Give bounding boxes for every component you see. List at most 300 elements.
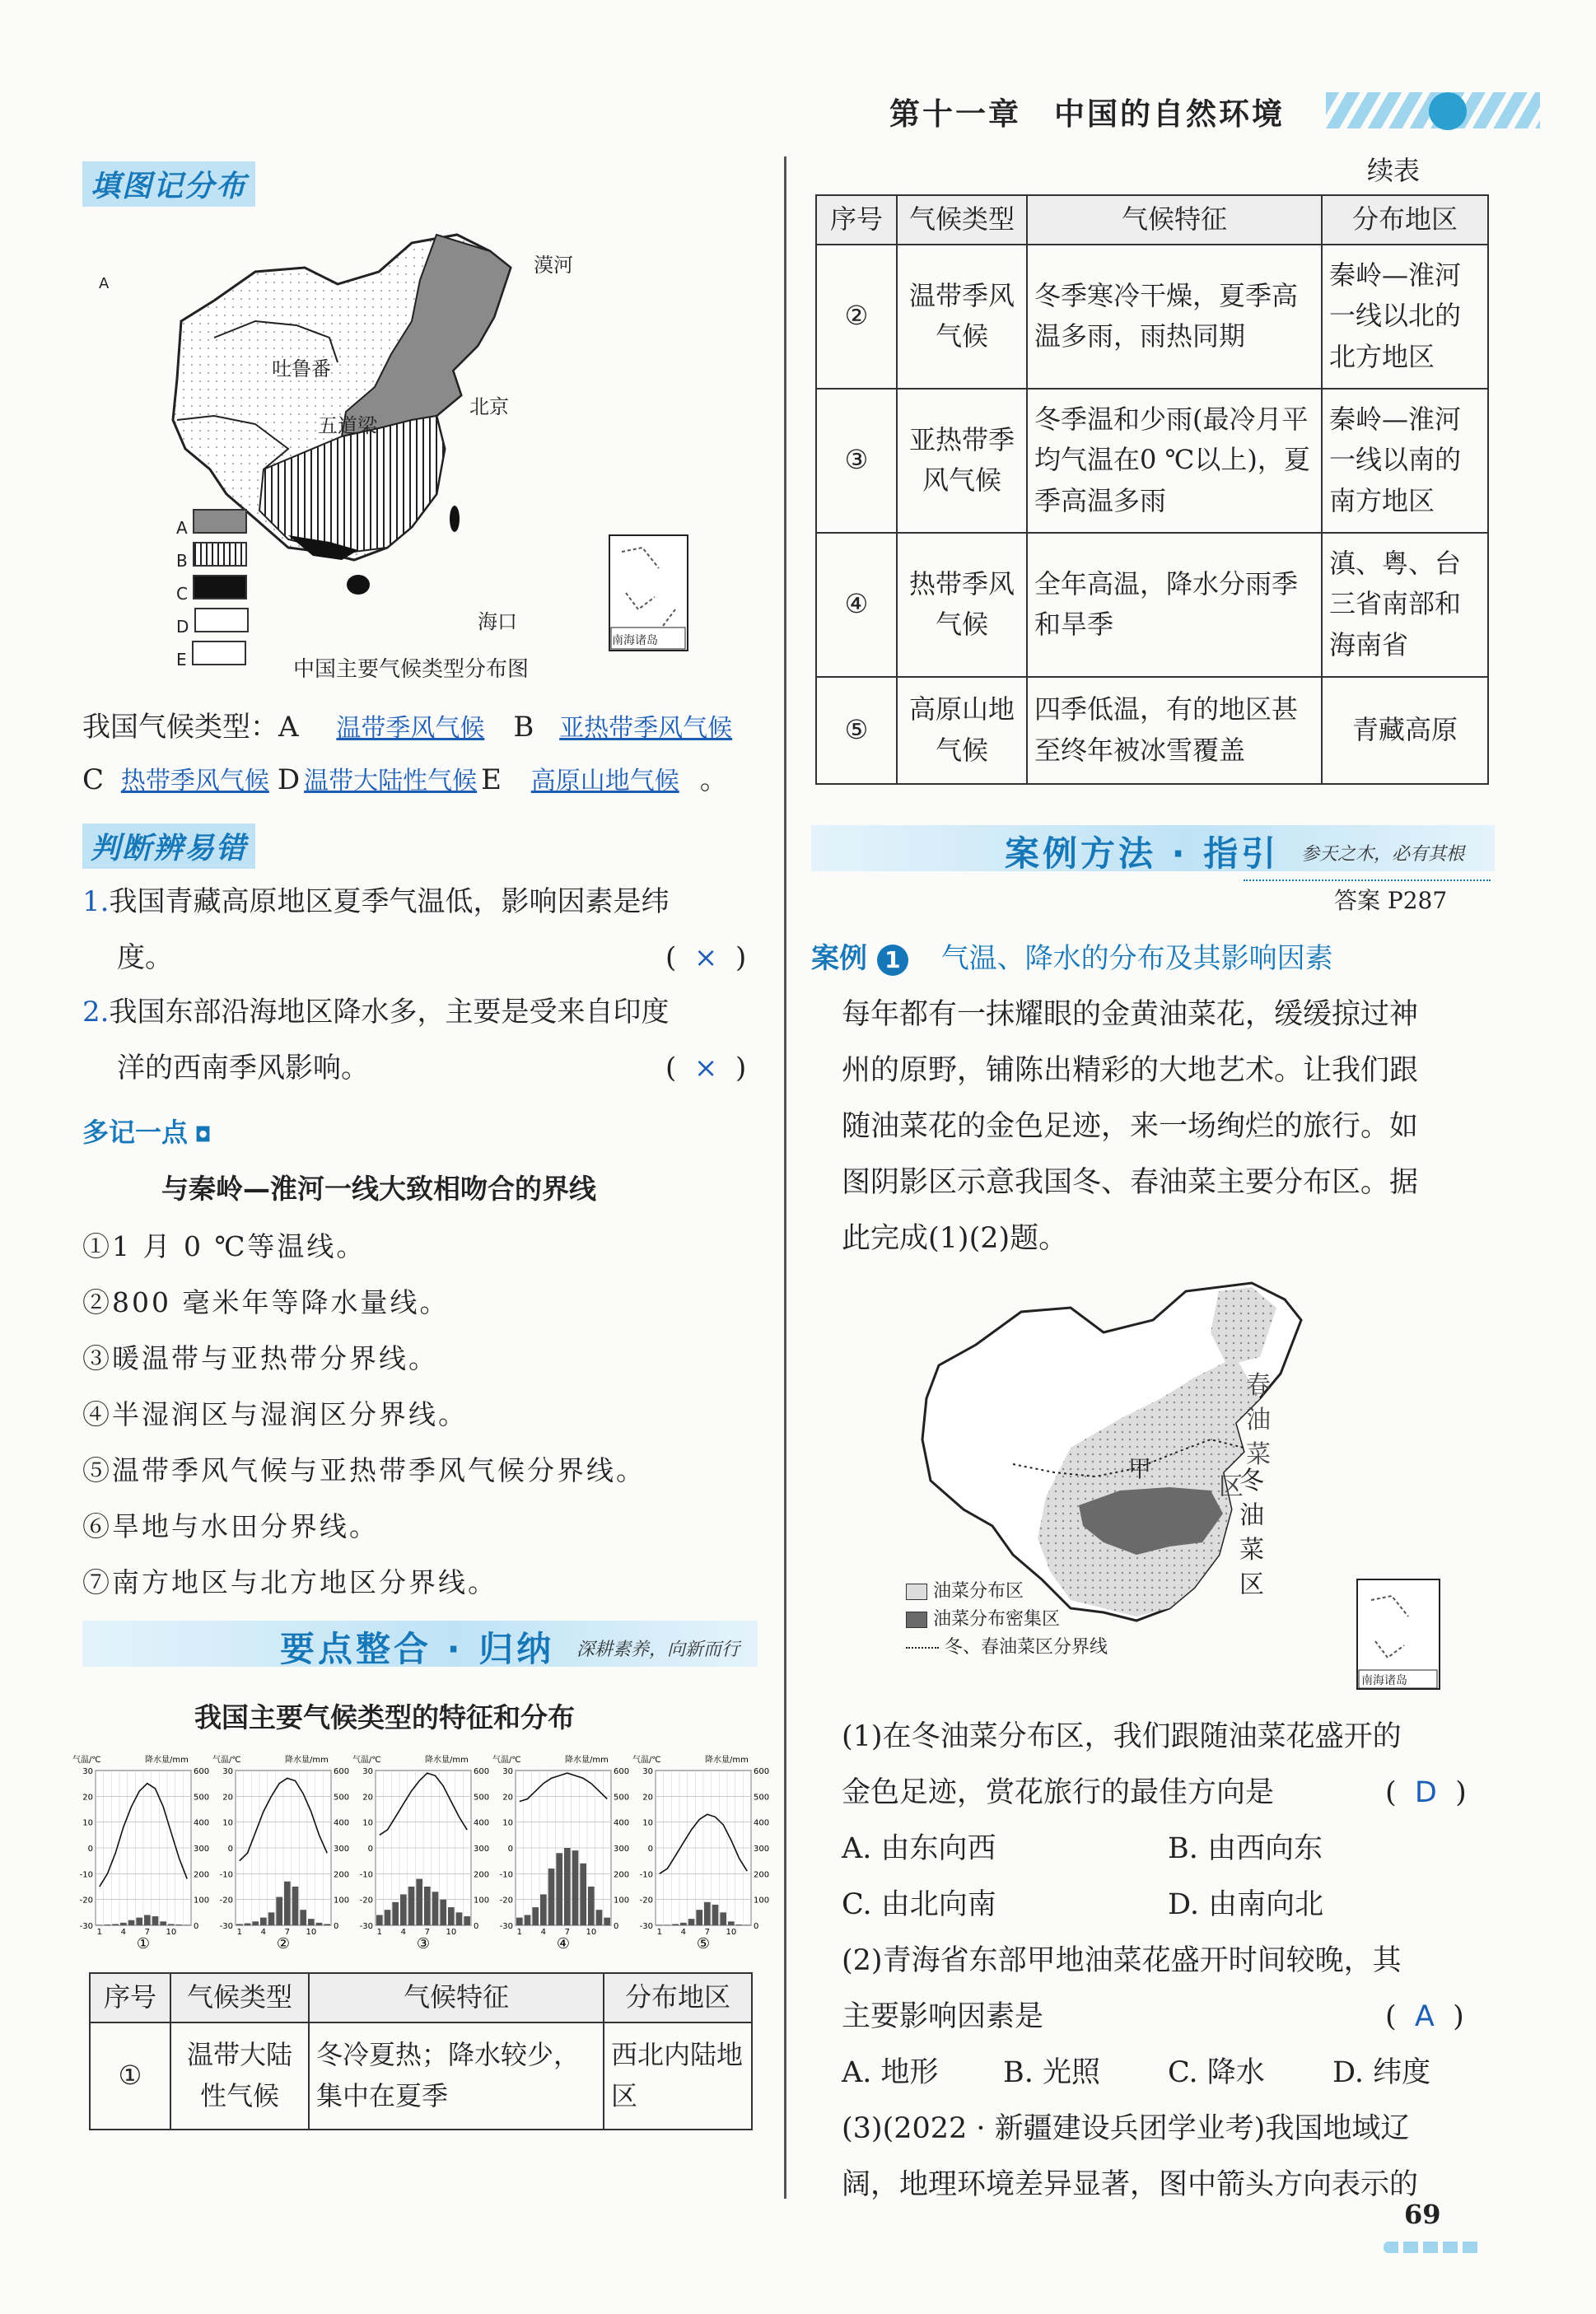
map2-nanhai: 南海诸岛 bbox=[1361, 1674, 1407, 1687]
precip-tick: 400 bbox=[194, 1818, 210, 1828]
cell-num: ② bbox=[816, 245, 897, 389]
month-tick: 1 bbox=[376, 1928, 383, 1937]
precip-tick: 300 bbox=[194, 1845, 210, 1854]
cell-feature: 全年高温，降水分雨季和旱季 bbox=[1027, 533, 1322, 677]
case1-line: 州的原野，铺陈出精彩的大地艺术。让我们跟 bbox=[842, 1054, 1419, 1087]
q2-line1: (2)青海省东部甲地油菜花盛开时间较晚，其 bbox=[842, 1944, 1402, 1977]
legend-e-label: E bbox=[176, 650, 187, 669]
cell-region: 秦岭—淮河一线以南的南方地区 bbox=[1322, 389, 1488, 533]
precip-bar bbox=[128, 1920, 135, 1925]
month-tick: 10 bbox=[446, 1928, 457, 1937]
precip-tick: 200 bbox=[614, 1870, 630, 1880]
precip-bar bbox=[385, 1910, 391, 1925]
chart-id: ④ bbox=[556, 1935, 571, 1952]
precip-bar bbox=[744, 1924, 750, 1925]
month-tick: 4 bbox=[680, 1928, 687, 1937]
temp-tick: -20 bbox=[499, 1896, 513, 1906]
q1-option: B. 由西向东 bbox=[1168, 1832, 1323, 1865]
precip-bar bbox=[680, 1923, 687, 1925]
more-tag-label: 多记一点 bbox=[82, 1117, 189, 1148]
q3-line2: 阔，地理环境差异显著，图中箭头方向表示的 bbox=[842, 2168, 1419, 2201]
temp-tick: -20 bbox=[639, 1896, 653, 1906]
cell-type: 温带季风气候 bbox=[897, 245, 1027, 389]
map1-legend bbox=[176, 509, 249, 674]
fill-c-label: C bbox=[82, 763, 105, 796]
precip-bar bbox=[728, 1921, 735, 1925]
precip-tick: 600 bbox=[614, 1767, 630, 1776]
temp-tick: 30 bbox=[222, 1767, 233, 1776]
precip-axis-label: 降水量/mm bbox=[285, 1756, 329, 1765]
temp-tick: 20 bbox=[502, 1793, 513, 1803]
q1-options-row2 bbox=[842, 1877, 1500, 1933]
judge-section-tag bbox=[82, 823, 255, 869]
precip-bar bbox=[580, 1864, 586, 1925]
precip-tick: 600 bbox=[474, 1767, 490, 1776]
temp-tick: 10 bbox=[502, 1818, 513, 1828]
month-tick: 7 bbox=[564, 1928, 571, 1937]
precip-bar bbox=[516, 1918, 523, 1925]
month-tick: 7 bbox=[424, 1928, 431, 1937]
precip-bar bbox=[532, 1907, 539, 1925]
precip-axis-label: 降水量/mm bbox=[705, 1756, 749, 1765]
q2-options-row bbox=[842, 2045, 1500, 2101]
precip-bar bbox=[120, 1923, 127, 1925]
precip-bar bbox=[260, 1918, 267, 1925]
precip-bar bbox=[665, 1924, 671, 1925]
map2-char: 油 bbox=[1246, 1406, 1271, 1435]
judge-2-text: 我国东部沿海地区降水多，主要是受来自印度 bbox=[109, 996, 670, 1029]
cell-region: 滇、粤、台三省南部和海南省 bbox=[1322, 533, 1488, 677]
map-label-nanhai: 南海诸岛 bbox=[612, 634, 658, 647]
precip-tick: 400 bbox=[614, 1818, 630, 1828]
judge-tag-label: 判断辨易错 bbox=[91, 832, 248, 865]
temp-tick: 10 bbox=[642, 1818, 653, 1828]
q2-option: A. 地形 bbox=[842, 2056, 939, 2089]
legend-dense-label: 油菜分布密集区 bbox=[933, 1609, 1061, 1630]
fill-e-label: E bbox=[481, 763, 502, 796]
cell-num: ③ bbox=[816, 389, 897, 533]
map2-char: 油 bbox=[1239, 1501, 1264, 1530]
q1-option: A. 由东向西 bbox=[842, 1832, 996, 1865]
month-tick: 1 bbox=[96, 1928, 103, 1937]
case1-num-badge: 1 bbox=[877, 945, 908, 976]
precip-tick: 300 bbox=[614, 1845, 630, 1854]
q2-line2-row bbox=[842, 1989, 1500, 2045]
precip-bar bbox=[268, 1912, 275, 1925]
precip-bar bbox=[448, 1907, 455, 1925]
fill-d-label: D bbox=[277, 763, 301, 796]
temp-tick: -30 bbox=[499, 1922, 513, 1931]
q1-option: C. 由北向南 bbox=[842, 1888, 996, 1921]
precip-tick: 500 bbox=[334, 1793, 350, 1803]
temp-tick: 10 bbox=[362, 1818, 373, 1828]
temp-tick: -10 bbox=[79, 1870, 93, 1880]
judge-item-2-line2: 洋的西南季风影响。 bbox=[117, 1052, 369, 1085]
more-item: ②800 毫米年等降水量线。 bbox=[82, 1286, 450, 1318]
q3-line1: (3)(2022 · 新疆建设兵团学业考)我国地域辽 bbox=[842, 2112, 1410, 2145]
precip-bar bbox=[696, 1910, 702, 1925]
q2-answer: A bbox=[1414, 2000, 1435, 2033]
precip-bar bbox=[184, 1924, 190, 1925]
fill-b-label: B bbox=[513, 711, 534, 744]
month-tick: 4 bbox=[120, 1928, 127, 1937]
answer-b: 亚热带季风气候 bbox=[559, 714, 733, 743]
answer-d: 温带大陆性气候 bbox=[304, 767, 478, 795]
cell-region: 秦岭—淮河一线以北的北方地区 bbox=[1322, 245, 1488, 389]
case1-title: 气温、降水的分布及其影响因素 bbox=[940, 942, 1333, 975]
cell-feature: 四季低温，有的地区甚至终年被冰雪覆盖 bbox=[1027, 677, 1322, 784]
temp-tick: -30 bbox=[79, 1922, 93, 1931]
precip-bar bbox=[525, 1915, 531, 1925]
precip-bar bbox=[736, 1924, 743, 1925]
judge-1-text: 我国青藏高原地区夏季气温低，影响因素是纬 bbox=[109, 885, 670, 918]
month-tick: 4 bbox=[400, 1928, 407, 1937]
map2-spring-region: 区 bbox=[1219, 1472, 1244, 1501]
month-tick: 1 bbox=[516, 1928, 523, 1937]
temp-axis-label: 气温/℃ bbox=[212, 1756, 241, 1765]
more-item: ③暖温带与亚热带分界线。 bbox=[82, 1342, 438, 1374]
temp-tick: -30 bbox=[359, 1922, 373, 1931]
precip-bar bbox=[408, 1887, 415, 1925]
temp-tick: 30 bbox=[362, 1767, 373, 1776]
precip-bar bbox=[96, 1924, 103, 1925]
legend-boundary-swatch bbox=[906, 1647, 939, 1649]
temp-tick: 10 bbox=[82, 1818, 93, 1828]
precip-bar bbox=[236, 1924, 243, 1925]
climate-table-left bbox=[89, 1972, 753, 2130]
precip-tick: 200 bbox=[334, 1870, 350, 1880]
precip-tick: 0 bbox=[474, 1922, 479, 1931]
judge-item-2 bbox=[82, 996, 670, 1029]
temp-tick: 30 bbox=[642, 1767, 653, 1776]
temp-tick: 10 bbox=[222, 1818, 233, 1828]
precip-bar bbox=[548, 1868, 555, 1925]
precip-tick: 400 bbox=[334, 1818, 350, 1828]
climate-chart bbox=[492, 1754, 629, 1952]
precip-tick: 300 bbox=[334, 1845, 350, 1854]
climate-table-right bbox=[815, 194, 1489, 785]
q2-option: C. 降水 bbox=[1168, 2056, 1265, 2089]
q1-line2-row bbox=[842, 1765, 1500, 1821]
fill-prefix: 我国气候类型：A bbox=[82, 711, 299, 744]
map-section-tag-label: 填图记分布 bbox=[91, 170, 248, 203]
chart-id: ① bbox=[136, 1935, 151, 1952]
judge-1-answer-box: ( × ) bbox=[665, 941, 747, 974]
precip-bar bbox=[152, 1916, 159, 1925]
q1-answer: D bbox=[1414, 1776, 1437, 1809]
judge-item-1-line2: 度。 bbox=[117, 941, 173, 974]
precip-tick: 100 bbox=[474, 1896, 490, 1906]
precip-bar bbox=[105, 1924, 111, 1925]
judge-2-answer-box: ( × ) bbox=[665, 1052, 747, 1085]
precip-bar bbox=[376, 1915, 383, 1925]
continued-label: 续表 bbox=[1367, 155, 1421, 186]
case1-line: 图阴影区示意我国冬、春油菜主要分布区。据 bbox=[842, 1166, 1419, 1199]
case1-line: 每年都有一抹耀眼的金黄油菜花，缓缓掠过神 bbox=[842, 998, 1419, 1031]
climate-charts bbox=[72, 1752, 774, 1950]
precip-bar bbox=[245, 1923, 251, 1925]
precip-tick: 200 bbox=[754, 1870, 770, 1880]
month-tick: 10 bbox=[586, 1928, 597, 1937]
fill-question-line1 bbox=[82, 711, 749, 744]
map-section-tag bbox=[82, 161, 255, 207]
answer-c: 热带季风气候 bbox=[120, 767, 269, 795]
precip-axis-label: 降水量/mm bbox=[425, 1756, 469, 1765]
q2-line2: 主要影响因素是 bbox=[842, 2000, 1044, 2033]
temp-tick: 30 bbox=[82, 1767, 93, 1776]
map2-char: 菜 bbox=[1246, 1440, 1271, 1469]
precip-bar bbox=[656, 1924, 663, 1925]
climate-chart bbox=[352, 1754, 489, 1952]
th-region: 分布地区 bbox=[604, 1973, 752, 2022]
cell-type: 高原山地气候 bbox=[897, 677, 1027, 784]
cell-num: ④ bbox=[816, 533, 897, 677]
precip-bar bbox=[316, 1923, 323, 1925]
temp-tick: 0 bbox=[507, 1845, 513, 1854]
table-row bbox=[90, 2022, 752, 2130]
precip-tick: 500 bbox=[754, 1793, 770, 1803]
map2-legend bbox=[906, 1578, 1108, 1662]
month-tick: 7 bbox=[704, 1928, 711, 1937]
chart-id: ⑤ bbox=[696, 1935, 711, 1952]
map-label-turpan: 吐鲁番 bbox=[272, 357, 331, 380]
more-title: 与秦岭—淮河一线大致相吻合的界线 bbox=[161, 1173, 596, 1205]
map-label-mohe: 漠河 bbox=[534, 254, 573, 277]
answer-e: 高原山地气候 bbox=[530, 767, 679, 795]
temp-tick: 0 bbox=[647, 1845, 653, 1854]
th-type: 气候类型 bbox=[170, 1973, 309, 2022]
case1-line: 此完成(1)(2)题。 bbox=[842, 1222, 1068, 1255]
legend-e-swatch bbox=[192, 641, 246, 665]
map2-winter-label bbox=[1239, 1464, 1264, 1603]
temp-tick: -10 bbox=[639, 1870, 653, 1880]
temp-axis-label: 气温/℃ bbox=[632, 1756, 661, 1765]
answer-ref: 答案 P287 bbox=[1334, 887, 1448, 914]
precip-bar bbox=[324, 1924, 330, 1925]
th-num: 序号 bbox=[816, 195, 897, 245]
q1-line2: 金色足迹，赏花旅行的最佳方向是 bbox=[842, 1776, 1275, 1809]
precip-bar bbox=[284, 1882, 291, 1925]
table-row bbox=[816, 245, 1488, 389]
more-tag bbox=[82, 1112, 212, 1150]
precip-bar bbox=[604, 1918, 610, 1925]
book-icon bbox=[1429, 92, 1467, 130]
case1-header bbox=[811, 935, 1333, 976]
th-num: 序号 bbox=[90, 1973, 170, 2022]
legend-b-swatch bbox=[193, 542, 247, 567]
precip-bar bbox=[712, 1905, 719, 1925]
precip-tick: 400 bbox=[474, 1818, 490, 1828]
page-number: 69 bbox=[1404, 2199, 1441, 2230]
precip-tick: 500 bbox=[614, 1793, 630, 1803]
th-region: 分布地区 bbox=[1322, 195, 1488, 245]
q2-answer-box: ( A ) bbox=[1385, 2000, 1464, 2033]
precip-bar bbox=[424, 1887, 431, 1925]
precip-bar bbox=[440, 1900, 446, 1925]
precip-tick: 500 bbox=[194, 1793, 210, 1803]
month-tick: 7 bbox=[284, 1928, 291, 1937]
judge-2-num: 2. bbox=[82, 996, 110, 1029]
chapter-title: 第十一章 中国的自然环境 bbox=[889, 96, 1285, 132]
temp-tick: -10 bbox=[219, 1870, 233, 1880]
summary-title: 我国主要气候类型的特征和分布 bbox=[194, 1701, 575, 1733]
q1-options-row1 bbox=[842, 1821, 1500, 1877]
map2-char: 菜 bbox=[1239, 1536, 1264, 1565]
precip-bar bbox=[416, 1879, 422, 1925]
precip-bar bbox=[688, 1919, 695, 1925]
precip-bar bbox=[392, 1902, 399, 1925]
case1-line: 随油菜花的金色足迹，来一场绚烂的旅行。如 bbox=[842, 1110, 1419, 1143]
table-row bbox=[816, 389, 1488, 533]
month-tick: 7 bbox=[144, 1928, 151, 1937]
month-tick: 4 bbox=[260, 1928, 267, 1937]
legend-dense-swatch bbox=[906, 1612, 927, 1628]
cell-feature: 冬季寒冷干燥，夏季高温多雨，雨热同期 bbox=[1027, 245, 1322, 389]
precip-bar bbox=[464, 1916, 470, 1925]
climate-chart bbox=[632, 1754, 769, 1952]
climate-charts-row bbox=[72, 1752, 774, 1950]
q2-option: B. 光照 bbox=[1003, 2056, 1100, 2089]
precip-tick: 600 bbox=[754, 1767, 770, 1776]
answer-a: 温带季风气候 bbox=[336, 714, 485, 743]
chart-id: ② bbox=[276, 1935, 291, 1952]
precip-axis-label: 降水量/mm bbox=[565, 1756, 609, 1765]
map2-jia: 甲 bbox=[1128, 1455, 1152, 1482]
precip-axis-label: 降水量/mm bbox=[145, 1756, 189, 1765]
precip-bar bbox=[308, 1919, 315, 1925]
precip-bar bbox=[176, 1924, 183, 1925]
precip-bar bbox=[160, 1921, 166, 1925]
precip-tick: 200 bbox=[194, 1870, 210, 1880]
month-tick: 10 bbox=[306, 1928, 317, 1937]
precip-bar bbox=[144, 1915, 151, 1925]
precip-tick: 0 bbox=[334, 1922, 339, 1931]
th-feature: 气候特征 bbox=[309, 1973, 604, 2022]
case-motto: 参天之木，必有其根 bbox=[1301, 844, 1465, 865]
legend-d-label: D bbox=[176, 617, 189, 637]
legend-a: A bbox=[99, 275, 110, 292]
temp-tick: 20 bbox=[222, 1793, 233, 1803]
precip-bar bbox=[564, 1848, 571, 1925]
precip-bar bbox=[252, 1921, 259, 1925]
precip-bar bbox=[300, 1910, 306, 1925]
map2-char: 区 bbox=[1239, 1570, 1264, 1599]
month-tick: 1 bbox=[656, 1928, 663, 1937]
cell-type: 热带季风气候 bbox=[897, 533, 1027, 677]
month-tick: 4 bbox=[540, 1928, 547, 1937]
precip-bar bbox=[572, 1850, 579, 1925]
more-item: ④半湿润区与湿润区分界线。 bbox=[82, 1398, 468, 1430]
month-tick: 1 bbox=[236, 1928, 243, 1937]
q2-option: D. 纬度 bbox=[1332, 2056, 1431, 2089]
precip-bar bbox=[136, 1918, 142, 1925]
temp-tick: -20 bbox=[219, 1896, 233, 1906]
precip-tick: 100 bbox=[754, 1896, 770, 1906]
more-list bbox=[82, 1219, 646, 1611]
legend-area-swatch bbox=[906, 1584, 927, 1600]
precip-bar bbox=[112, 1924, 119, 1925]
legend-c-label: C bbox=[176, 584, 188, 604]
temp-tick: 20 bbox=[82, 1793, 93, 1803]
more-item: ⑦南方地区与北方地区分界线。 bbox=[82, 1566, 497, 1598]
answer-ref-line bbox=[1244, 879, 1491, 881]
precip-bar bbox=[588, 1887, 595, 1925]
precip-tick: 200 bbox=[474, 1870, 490, 1880]
precip-tick: 100 bbox=[334, 1896, 350, 1906]
map2-char: 冬 bbox=[1239, 1467, 1264, 1495]
map-label-wudaoliang: 五道梁 bbox=[318, 414, 377, 437]
cell-num: ⑤ bbox=[816, 677, 897, 784]
precip-bar bbox=[720, 1912, 726, 1925]
judge-item-1 bbox=[82, 885, 670, 918]
map1-caption: 中国主要气候类型分布图 bbox=[293, 657, 530, 682]
cell-feature: 冬冷夏热；降水较少，集中在夏季 bbox=[309, 2022, 604, 2130]
case1-label: 案例 bbox=[811, 942, 867, 975]
precip-tick: 0 bbox=[194, 1922, 199, 1931]
precip-bar bbox=[456, 1912, 463, 1925]
judge-1-num: 1. bbox=[82, 885, 110, 918]
questions-block bbox=[842, 1709, 1500, 2213]
precip-bar bbox=[596, 1910, 603, 1925]
more-item: ⑤温带季风气候与亚热带季风气候分界线。 bbox=[82, 1454, 646, 1486]
map2-spring-label bbox=[1246, 1369, 1271, 1472]
precip-bar bbox=[540, 1894, 547, 1925]
more-item: ⑥旱地与水田分界线。 bbox=[82, 1510, 379, 1542]
th-type: 气候类型 bbox=[897, 195, 1027, 245]
more-item: ①1 月 0 ℃等温线。 bbox=[82, 1230, 366, 1262]
precip-tick: 600 bbox=[194, 1767, 210, 1776]
temp-tick: 0 bbox=[87, 1845, 93, 1854]
summary-motto: 深耕素养，向新而行 bbox=[576, 1640, 740, 1660]
map2-char: 春 bbox=[1246, 1371, 1271, 1400]
temp-tick: -30 bbox=[219, 1922, 233, 1931]
th-feature: 气候特征 bbox=[1027, 195, 1322, 245]
precip-tick: 500 bbox=[474, 1793, 490, 1803]
map-label-beijing: 北京 bbox=[469, 395, 509, 418]
summary-banner-title: 要点整合 · 归纳 bbox=[280, 1629, 555, 1669]
precip-tick: 100 bbox=[194, 1896, 210, 1906]
precip-bar bbox=[556, 1853, 562, 1925]
cell-num: ① bbox=[90, 2022, 170, 2130]
temp-tick: 0 bbox=[227, 1845, 233, 1854]
climate-chart bbox=[212, 1754, 349, 1952]
temp-tick: 20 bbox=[362, 1793, 373, 1803]
temp-axis-label: 气温/℃ bbox=[352, 1756, 381, 1765]
precip-tick: 300 bbox=[474, 1845, 490, 1854]
page-number-decoration bbox=[1384, 2242, 1482, 2253]
climate-chart bbox=[72, 1754, 209, 1952]
judge-1-answer: × bbox=[693, 941, 718, 974]
legend-boundary-label: 冬、春油菜区分界线 bbox=[945, 1637, 1108, 1658]
legend-area-label: 油菜分布区 bbox=[933, 1581, 1024, 1602]
precip-bar bbox=[704, 1902, 711, 1925]
q1-line1: (1)在冬油菜分布区，我们跟随油菜花盛开的 bbox=[842, 1720, 1402, 1753]
case-banner-title: 案例方法 · 指引 bbox=[1005, 833, 1280, 874]
legend-a-swatch bbox=[193, 509, 247, 534]
temp-tick: 30 bbox=[502, 1767, 513, 1776]
precip-bar bbox=[400, 1894, 407, 1925]
precip-bar bbox=[168, 1924, 175, 1925]
map-label-haikou: 海口 bbox=[478, 610, 517, 633]
precip-bar bbox=[672, 1924, 679, 1925]
q1-answer-box: ( D ) bbox=[1385, 1776, 1467, 1809]
precip-bar bbox=[292, 1887, 299, 1925]
cell-feature: 冬季温和少雨(最冷月平均气温在0 ℃以上)，夏季高温多雨 bbox=[1027, 389, 1322, 533]
temp-axis-label: 气温/℃ bbox=[492, 1756, 521, 1765]
temp-tick: -10 bbox=[499, 1870, 513, 1880]
fill-end: 。 bbox=[699, 763, 728, 796]
case1-paragraph bbox=[842, 987, 1418, 1267]
